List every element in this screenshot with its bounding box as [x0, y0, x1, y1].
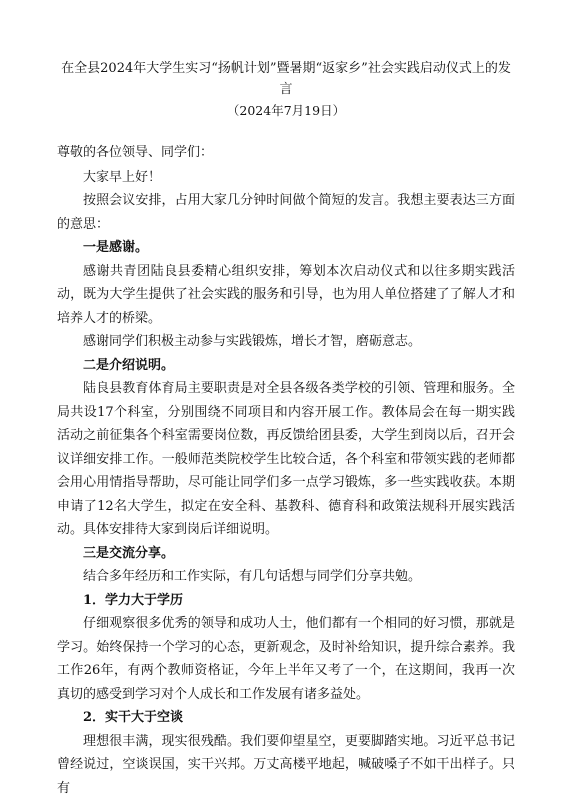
- paragraph-thanks-students: 感谢同学们积极主动参与实践锻炼，增长才智，磨砺意志。: [83, 334, 422, 349]
- paragraph-bureau-introduction: 陆良县教育体育局主要职责是对全县各级各类学校的引领、管理和服务。全局共设17个科室，分别围绕不同项目和内容开展工作。教体局会在每一期实践活动之前征集各个科室需要岗位数，再反馈给团县委，大学生到岗以后，召开会议详细安排工作。一般师范类院校学生比较合适，各个科室和带领实践的老师都会用心用情指导帮助，尽可能让同学们多一点学习锻炼，多一些实践收获。本期申请了12名大学生，拟定在安全科、基教科、德育科和政策法规科开展实践活动。具体安排待大家到岗后详细说明。: [57, 381, 515, 537]
- paragraph-action: 理想很丰满，现实很残酷。我们要仰望星空，更要脚踏实地。习近平总书记曾经说过，空谈误国，实干兴邦。万丈高楼平地起，喊破嗓子不如干出样子。只有: [57, 733, 515, 796]
- paragraph-intro: 按照会议安排，占用大家几分钟时间做个简短的发言。我想主要表达三方面的意思：: [57, 193, 515, 232]
- paragraph-sharing-intro: 结合多年经历和工作实际，有几句话想与同学们分享共勉。: [83, 569, 422, 584]
- section-heading-introduction: 二是介绍说明。: [83, 357, 175, 373]
- paragraph-greeting: 大家早上好！: [83, 169, 162, 185]
- paragraph-learning: 仔细观察很多优秀的领导和成功人士，他们都有一个相同的好习惯，那就是学习。始终保持一个学习的心态，更新观念，及时补给知识，提升综合素养。我工作26年，有两个教师资格证，今年上半年又考了一个，在这期间，我再一次真切的感受到学习对个人成长和工作发展有诸多益处。: [57, 616, 515, 702]
- document-date: （2024年7月19日）: [226, 103, 346, 118]
- paragraph-thanks-league: 感谢共青团陆良县委精心组织安排，筹划本次启动仪式和以往多期实践活动，既为大学生提供了社会实践的服务和引导，也为用人单位搭建了了解人才和培养人才的桥梁。: [57, 263, 515, 326]
- section-heading-thanks: 一是感谢。: [83, 240, 149, 255]
- section-heading-sharing: 三是交流分享。: [83, 545, 175, 561]
- subheading-action: 2．实干大于空谈: [83, 710, 184, 725]
- subheading-learning: 1．学力大于学历: [83, 592, 184, 608]
- document-title: 在全县2024年大学生实习“扬帆计划”暨暑期“返家乡”社会实践启动仪式上的发言: [61, 61, 511, 97]
- salutation: 尊敬的各位领导、同学们：: [57, 145, 214, 160]
